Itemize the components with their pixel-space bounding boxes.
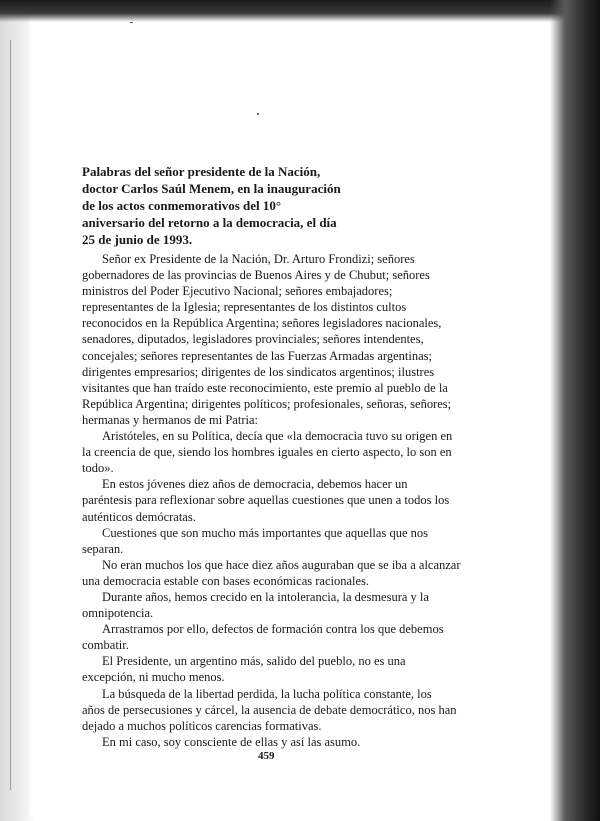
text-line: Cuestiones que son mucho más importantes que aquellas que nos (102, 525, 428, 540)
text-line: paréntesis para reflexionar sobre aquellas cuestiones que unen a todos los (82, 493, 450, 508)
text-line: gobernadores de las provincias de Buenos Aires y de Chubut; señores (82, 268, 430, 283)
speech-body (82, 251, 472, 750)
scan-left-line (10, 40, 11, 790)
heading-line: aniversario del retorno a la democracia, el día (82, 215, 337, 230)
heading-line: de los actos conmemorativos del 10° (82, 198, 282, 213)
paragraph-stable-democracy (82, 557, 472, 589)
text-line: No eran muchos los que hace diez años auguraban que se iba a alcanzar (102, 557, 461, 572)
text-line: El Presidente, un argentino más, salido del pueblo, no es una (102, 654, 406, 669)
text-line: omnipotencia. (82, 606, 154, 621)
paragraph-president (82, 653, 472, 685)
paragraph-freedom (82, 686, 472, 734)
paragraph-greeting (82, 251, 472, 428)
text-line: dejado a muchos políticos carencias formativas. (82, 718, 322, 733)
text-line: senadores, diputados, legisladores provinciales; señores intendentes, (82, 332, 424, 347)
paragraph-aristotle (82, 428, 472, 476)
text-line: dirigentes empresarios; dirigentes de los sindicatos argentinos; ilustres (82, 364, 435, 379)
text-line: Señor ex Presidente de la Nación, Dr. Arturo Frondizi; señores (102, 252, 415, 266)
text-line: separan. (82, 541, 124, 556)
text-line: visitantes que han traído este reconocimiento, este premio al pueblo de la (82, 380, 448, 395)
text-line: auténticos demócratas. (82, 509, 196, 524)
text-line: Arrastramos por ello, defectos de formación contra los que debemos (102, 622, 444, 637)
text-line: En mi caso, soy consciente de ellas y así las asumo. (102, 734, 361, 749)
text-line: ministros del Poder Ejecutivo Nacional; señores embajadores; (82, 284, 393, 299)
text-line: excepción, ni mucho menos. (82, 670, 225, 685)
scan-right-shadow (550, 0, 600, 821)
paragraph-defects (82, 621, 472, 653)
text-line: Durante años, hemos crecido en la intolerancia, la desmesura y la (102, 589, 429, 604)
paragraph-ten-years (82, 476, 472, 524)
text-line: La búsqueda de la libertad perdida, la lucha política constante, los (102, 686, 432, 701)
text-line: años de persecusiones y cárcel, la ausencia de debate democrático, nos han (82, 702, 457, 717)
scan-speck (257, 113, 259, 115)
scan-left-edge (0, 0, 34, 821)
text-line: todo». (82, 461, 114, 476)
text-line: concejales; señores representantes de las Fuerzas Armadas argentinas; (82, 348, 432, 363)
paragraph-intolerance (82, 589, 472, 621)
speech-heading (82, 163, 422, 248)
text-line: la creencia de que, siendo los hombres iguales en cierto aspecto, lo son en (82, 445, 452, 460)
text-line: Aristóteles, en su Política, decía que «la democracia tuvo su origen en (102, 429, 453, 444)
text-line: combatir. (82, 638, 129, 653)
paragraph-my-case (82, 734, 472, 750)
text-line: En estos jóvenes diez años de democracia, debemos hacer un (102, 477, 408, 492)
heading-line: Palabras del señor presidente de la Nación, (82, 164, 321, 179)
paragraph-issues (82, 525, 472, 557)
heading-line: 25 de junio de 1993. (82, 232, 193, 247)
text-line: una democracia estable con bases económicas racionales. (82, 573, 370, 588)
page-number: 459 (258, 750, 275, 762)
heading-line: doctor Carlos Saúl Menem, en la inauguración (82, 181, 341, 196)
text-line: República Argentina; dirigentes políticos; profesionales, señoras, señores; (82, 396, 452, 411)
scan-speck (130, 22, 133, 23)
text-line: reconocidos en la República Argentina; señores legisladores nacionales, (82, 316, 442, 331)
text-line: hermanas y hermanos de mi Patria: (82, 412, 258, 427)
text-line: representantes de la Iglesia; representantes de los distintos cultos (82, 300, 407, 315)
scan-top-shadow (0, 0, 600, 22)
